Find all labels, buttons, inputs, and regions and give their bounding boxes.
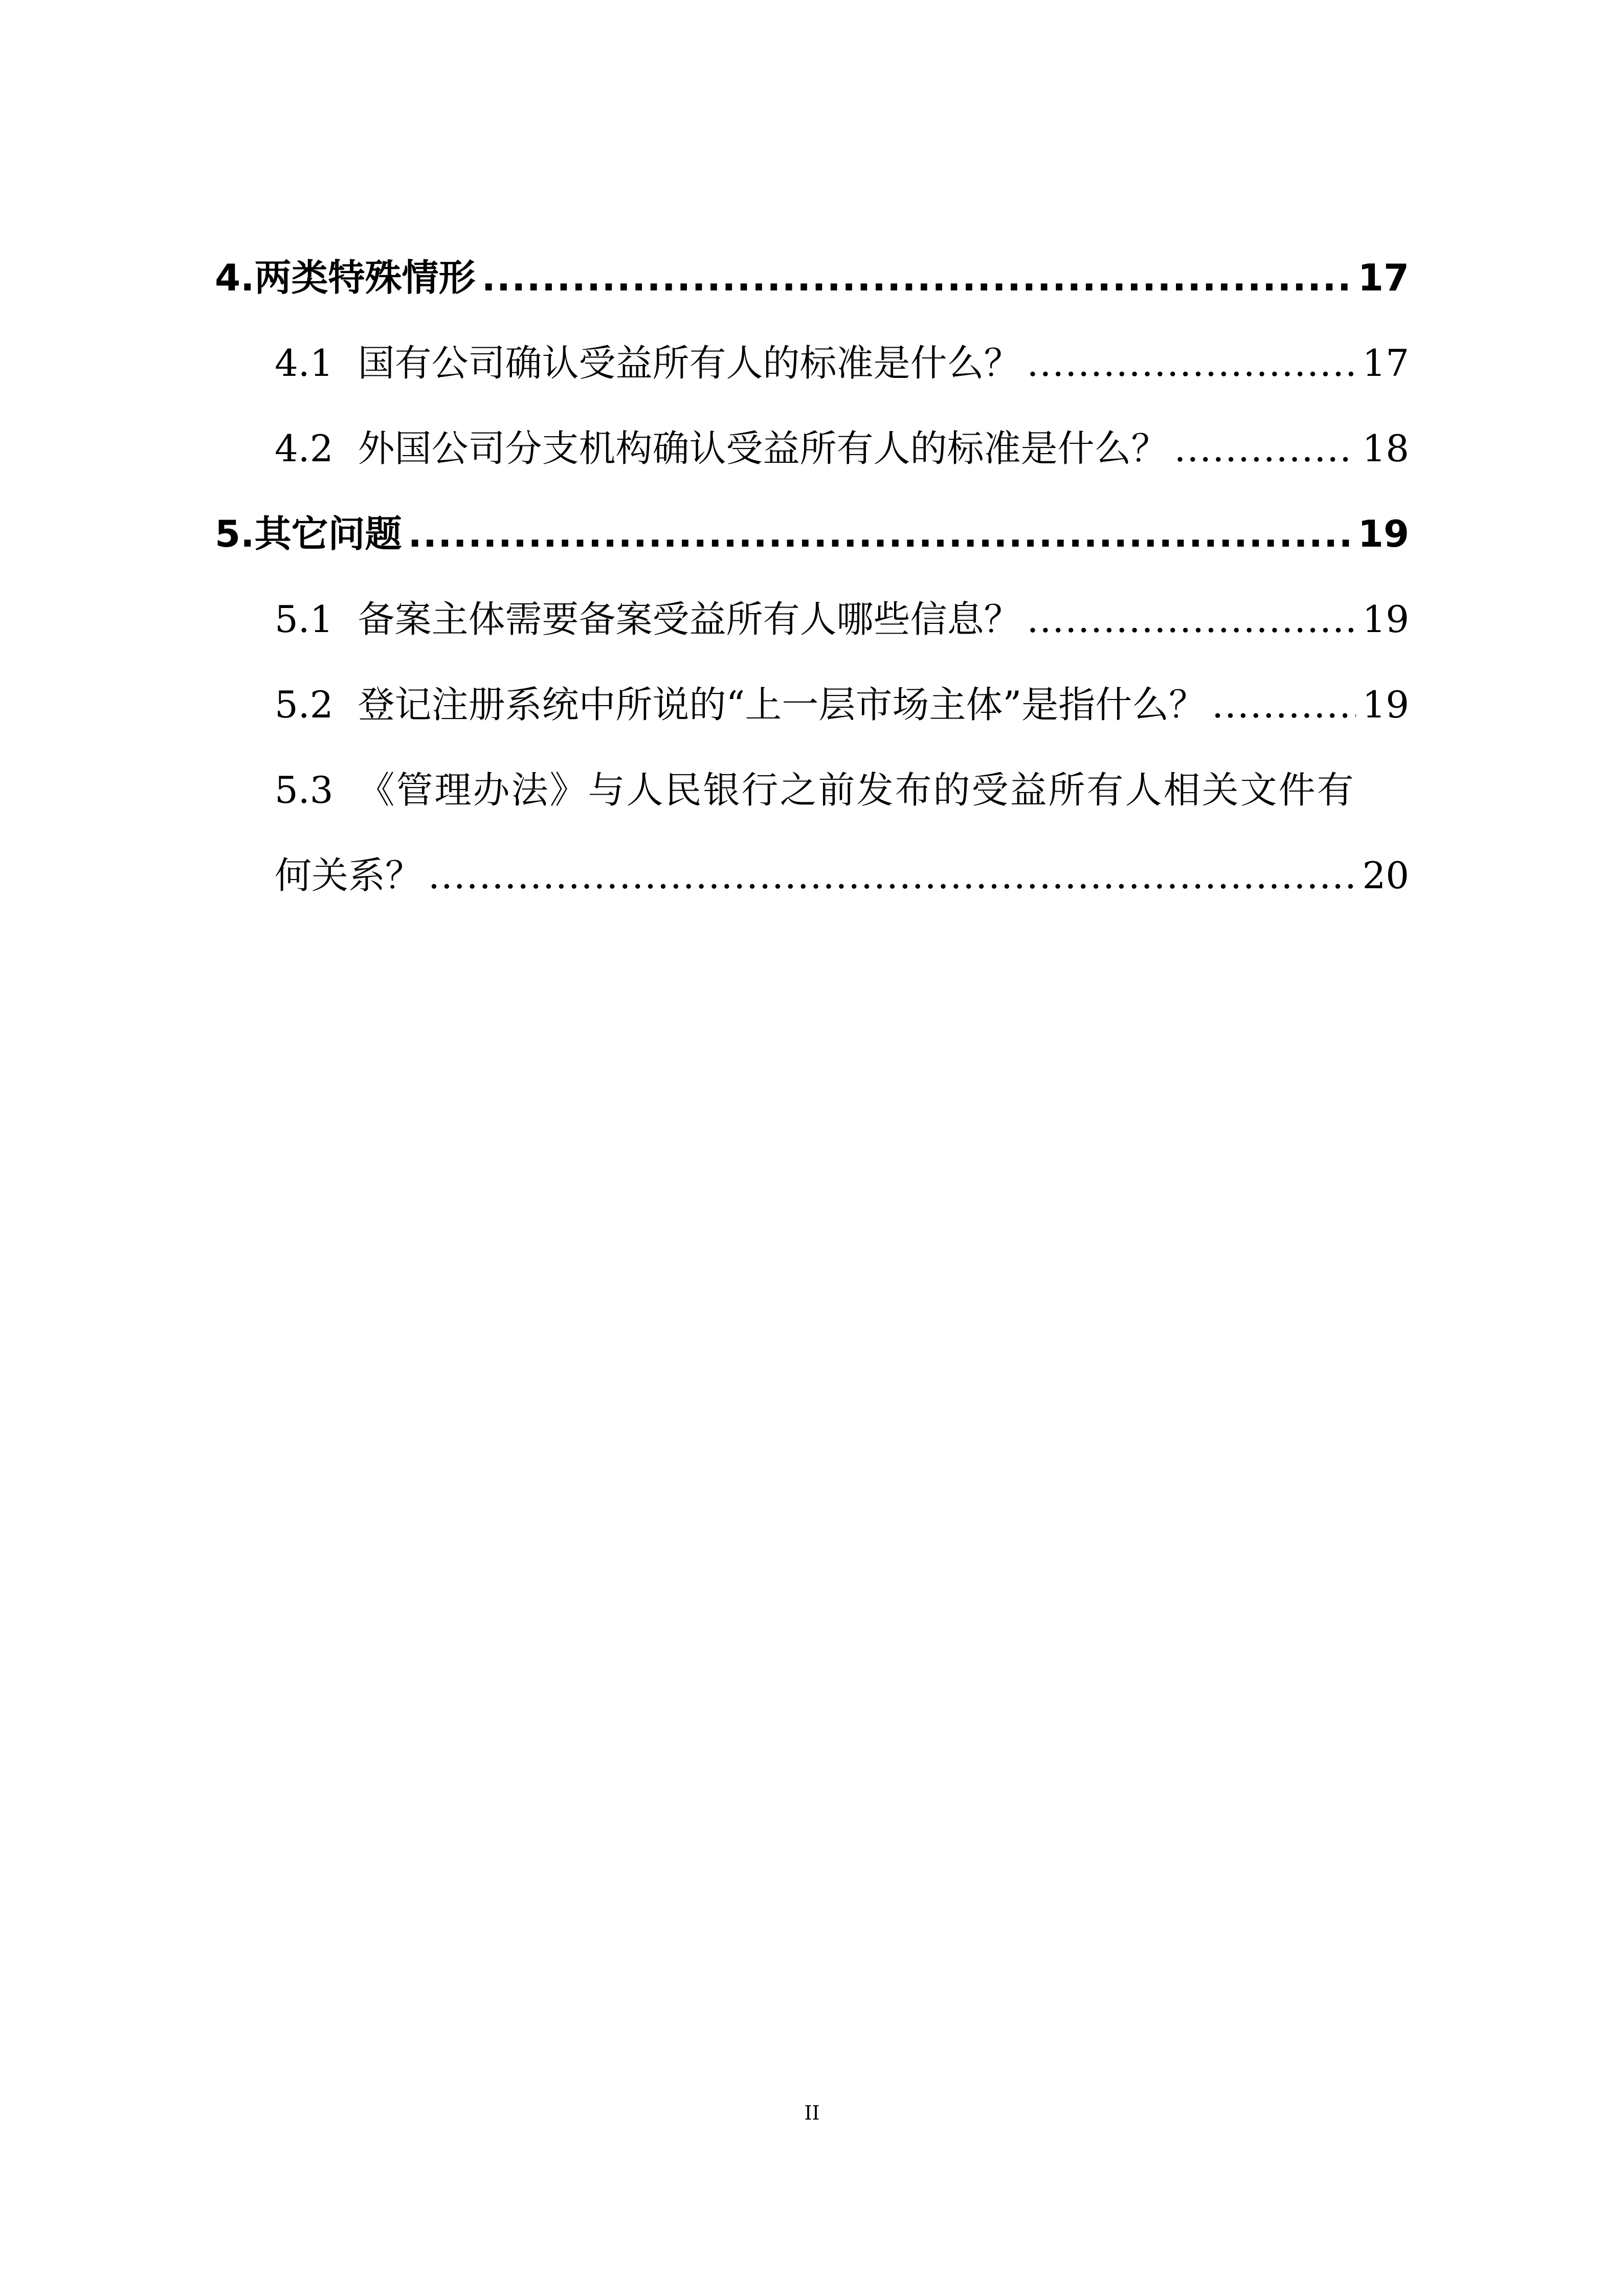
toc-item-5-2[interactable] xyxy=(215,666,1409,743)
toc-item-number: 5.3 xyxy=(275,769,333,812)
toc-section-5[interactable] xyxy=(215,496,1409,572)
dot-leader xyxy=(1174,410,1356,487)
toc-item-5-3[interactable] xyxy=(215,752,1409,828)
toc-item-5-1[interactable] xyxy=(215,581,1409,658)
toc-page-number: 17 xyxy=(1358,256,1409,299)
toc-item-title: 备案主体需要备案受益所有人哪些信息？ xyxy=(358,598,1021,641)
dot-leader xyxy=(428,837,1356,914)
toc-page-number: 20 xyxy=(1362,854,1409,897)
toc-item-4-2[interactable] xyxy=(215,410,1409,487)
toc-page-number: 19 xyxy=(1362,598,1409,641)
dot-leader xyxy=(1027,581,1356,658)
dot-leader xyxy=(1212,666,1356,743)
toc-item-title: 外国公司分支机构确认受益所有人的标准是什么？ xyxy=(358,427,1168,470)
toc-item-5-3-continued[interactable] xyxy=(215,837,1409,914)
toc-item-title-continued: 何关系？ xyxy=(275,854,422,897)
dot-leader xyxy=(1027,325,1356,401)
toc-item-number: 5.1 xyxy=(275,598,333,641)
dot-leader xyxy=(481,239,1351,316)
toc-page-number: 19 xyxy=(1358,512,1409,555)
toc-item-title: 《管理办法》与人民银行之前发布的受益所有人相关文件有 xyxy=(358,769,1355,812)
dot-leader xyxy=(408,496,1351,572)
toc-item-title: 国有公司确认受益所有人的标准是什么？ xyxy=(358,342,1021,385)
toc-section-title: 4.两类特殊情形 xyxy=(215,256,476,299)
toc-section-title: 5.其它问题 xyxy=(215,512,402,555)
toc-item-number: 4.2 xyxy=(275,427,333,470)
toc-page-number: 19 xyxy=(1362,683,1409,726)
toc-page-number: 17 xyxy=(1362,342,1409,385)
toc-page-number: 18 xyxy=(1362,427,1409,470)
toc-item-title: 登记注册系统中所说的“上一层市场主体”是指什么？ xyxy=(358,683,1206,726)
toc-item-number: 4.1 xyxy=(275,342,333,385)
toc-item-number: 5.2 xyxy=(275,683,333,726)
page-footer-number: II xyxy=(804,2102,820,2124)
toc-section-4[interactable] xyxy=(215,239,1409,316)
toc-item-4-1[interactable] xyxy=(215,325,1409,401)
